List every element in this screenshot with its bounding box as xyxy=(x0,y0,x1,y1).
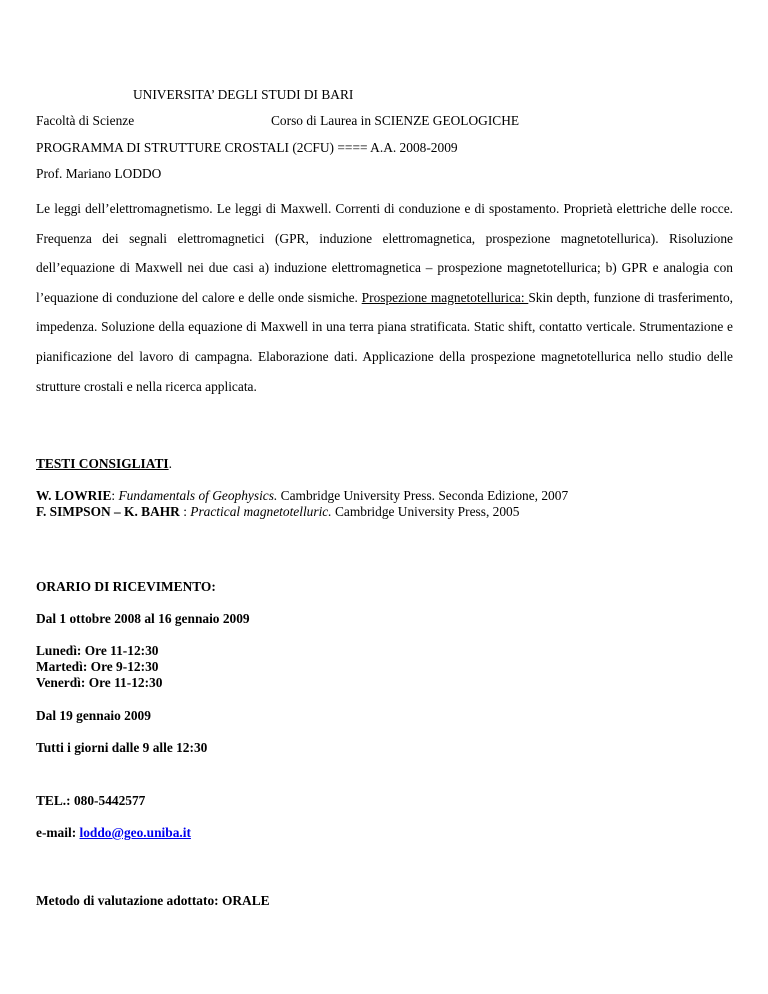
syllabus-part-1: Le leggi dell’elettromagnetismo. Le leggi di Maxwell. Correnti di conduzione e di spostamento. Proprietà elettriche delle rocce. Frequenza dei segnali elettromagnetici (GPR, induzione elettromagnetica, prospezione magnetotellurica). Risoluzione dell’equazione di Maxwell nei due casi a) induzione elettromagnetica – prospezione magnetotellurica; b) GPR e analogia con l’equazione di conduzione del calore e delle onde sismiche. xyxy=(36,201,733,305)
university-name: UNIVERSITA’ DEGLI STUDI DI BARI xyxy=(133,87,354,102)
book-item xyxy=(36,488,568,504)
professor-name: Prof. Mariano LODDO xyxy=(36,166,162,181)
email-line xyxy=(36,825,191,841)
books-heading xyxy=(36,456,172,472)
book-separator: : xyxy=(179,504,191,519)
books-heading-text: TESTI CONSIGLIATI xyxy=(36,456,169,471)
book-title: Fundamentals of Geophysics. xyxy=(118,488,278,503)
office-hours-period-2: Dal 19 gennaio 2009 xyxy=(36,708,151,723)
office-hours-period-2-hours: Tutti i giorni dalle 9 alle 12:30 xyxy=(36,740,208,755)
book-publisher: Cambridge University Press, 2005 xyxy=(331,504,520,519)
office-hours-period-1: Dal 1 ottobre 2008 al 16 gennaio 2009 xyxy=(36,611,250,626)
email-label: e-mail: xyxy=(36,825,80,840)
program-title: PROGRAMMA DI STRUTTURE CROSTALI (2CFU) ==== A.A. 2008-2009 xyxy=(36,140,458,155)
book-separator: : xyxy=(111,488,119,503)
email-link[interactable]: loddo@geo.uniba.it xyxy=(79,825,191,840)
office-hours-day-monday: Lunedì: Ore 11-12:30 xyxy=(36,643,159,658)
book-author: W. LOWRIE xyxy=(36,488,112,503)
office-hours-day-tuesday: Martedì: Ore 9-12:30 xyxy=(36,659,159,674)
book-author: F. SIMPSON – K. BAHR xyxy=(36,504,180,519)
office-hours-day-friday: Venerdì: Ore 11-12:30 xyxy=(36,675,163,690)
book-item xyxy=(36,504,519,520)
book-title: Practical magnetotelluric. xyxy=(190,504,332,519)
book-publisher: Cambridge University Press. Seconda Edizione, 2007 xyxy=(277,488,569,503)
phone-number: TEL.: 080-5442577 xyxy=(36,793,146,808)
books-heading-suffix: . xyxy=(168,456,172,471)
syllabus-paragraph xyxy=(36,194,733,401)
evaluation-method: Metodo di valutazione adottato: ORALE xyxy=(36,893,270,908)
faculty-name: Facoltà di Scienze xyxy=(36,113,135,128)
syllabus-part-2: Skin depth, funzione di trasferimento, impedenza. Soluzione della equazione di Maxwell in una terra piana stratificata. Static shift, contatto verticale. Strumentazione e pianificazione del lavoro di campagna. Elaborazione dati. Applicazione della prospezione magnetotellurica nello studio delle strutture crostali e nella ricerca applicata. xyxy=(36,289,733,394)
course-name: Corso di Laurea in SCIENZE GEOLOGICHE xyxy=(271,113,520,128)
office-hours-heading: ORARIO DI RICEVIMENTO: xyxy=(36,579,216,594)
syllabus-underlined-topic: Prospezione magnetotellurica: xyxy=(361,289,529,305)
